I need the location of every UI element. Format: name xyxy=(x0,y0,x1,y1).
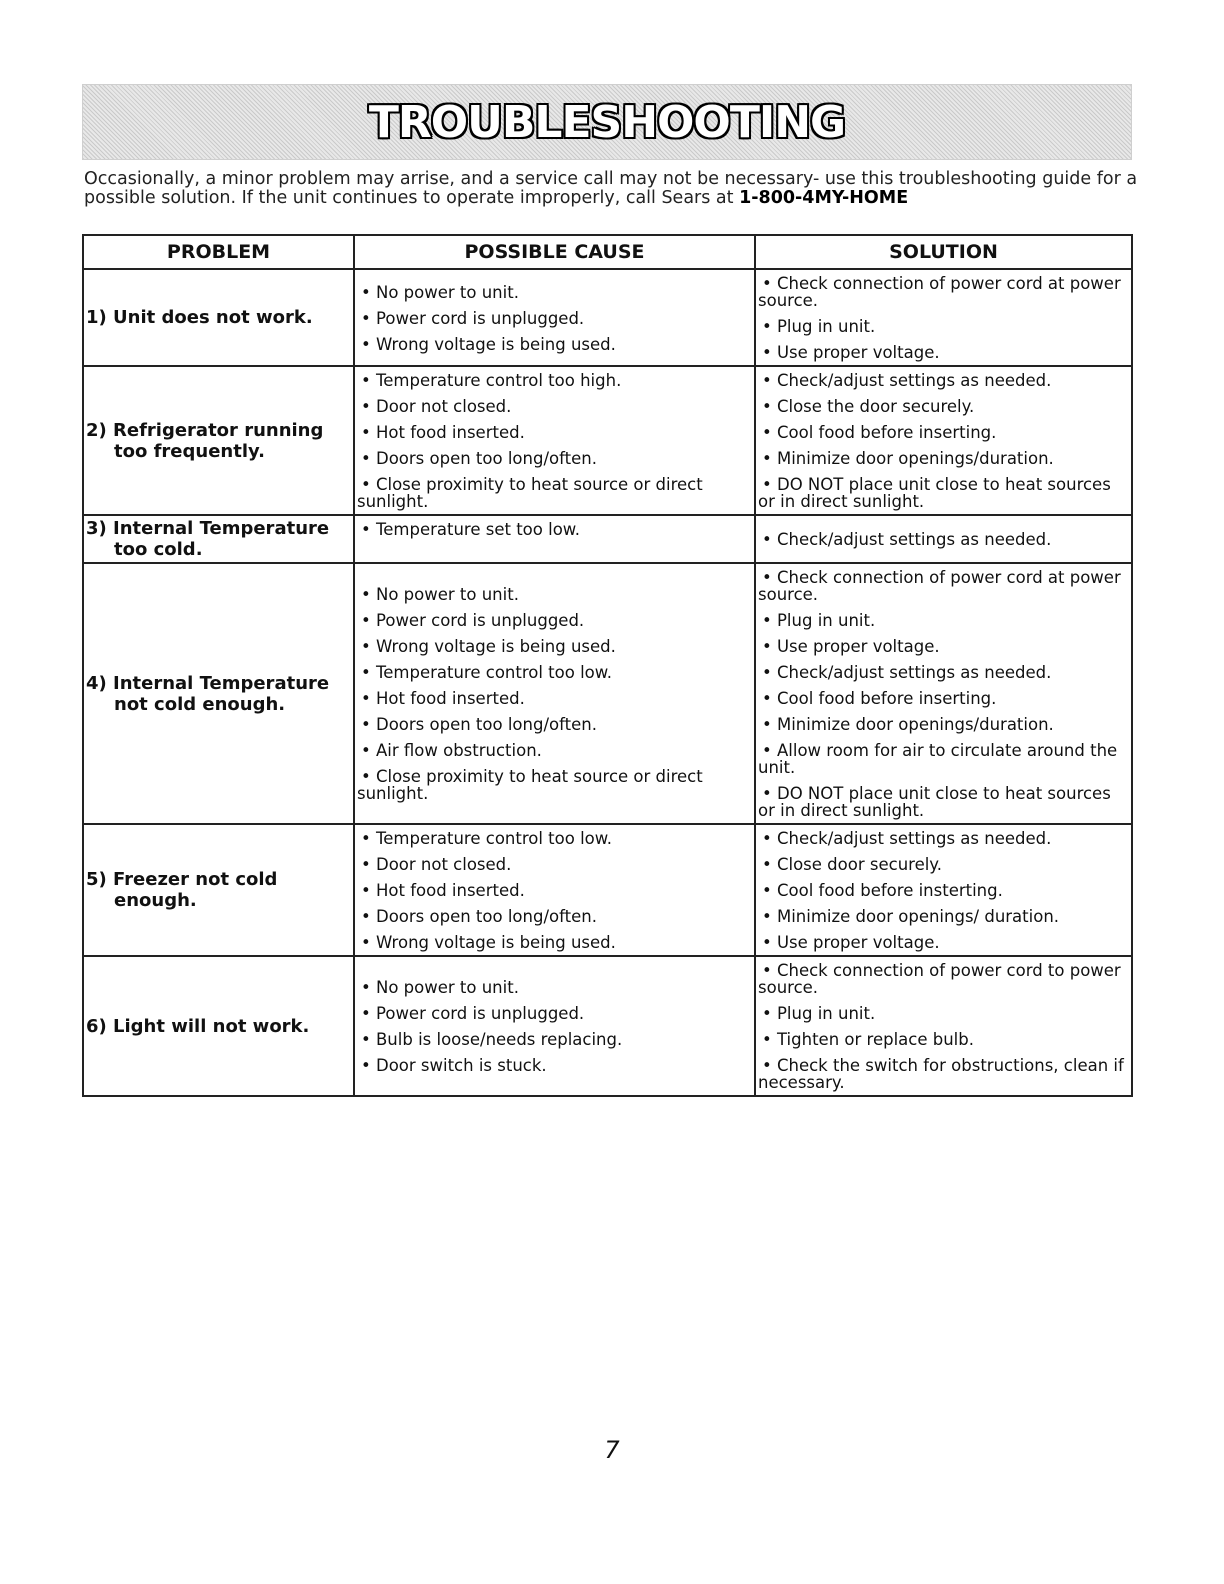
solution-item: • Plug in unit. xyxy=(758,607,1127,633)
cause-item: • Temperature control too high. xyxy=(357,367,750,393)
intro-text: Occasionally, a minor problem may arrise, and a service call may not be necessary- use this troubleshooting guide for a possible solution. If the unit continues to operate improperly, call Sears at xyxy=(84,169,1138,208)
header-problem: PROBLEM xyxy=(83,235,354,269)
problem-cell xyxy=(83,563,354,824)
table-row xyxy=(83,956,1132,1096)
cause-item: • Door not closed. xyxy=(357,851,750,877)
problem-label: 1) Unit does not work. xyxy=(86,307,313,328)
problem-label: 5) Freezer not cold enough. xyxy=(86,869,278,911)
solution-item: • Check/adjust settings as needed. xyxy=(758,367,1127,393)
cause-item: • Doors open too long/often. xyxy=(357,903,750,929)
table-row xyxy=(83,563,1132,824)
solution-item: • Check/adjust settings as needed. xyxy=(758,659,1127,685)
solution-item: • Check connection of power cord at power source. xyxy=(758,564,1127,607)
cause-item: • Temperature set too low. xyxy=(357,516,750,542)
solution-item: • Use proper voltage. xyxy=(758,339,1127,365)
table-row xyxy=(83,269,1132,366)
cause-cell xyxy=(354,563,755,824)
cause-item: • Power cord is unplugged. xyxy=(357,305,750,331)
cause-item: • No power to unit. xyxy=(357,974,750,1000)
header-solution: SOLUTION xyxy=(755,235,1132,269)
solution-item: • Check/adjust settings as needed. xyxy=(758,825,1127,851)
intro-paragraph xyxy=(84,170,1144,208)
solution-cell xyxy=(755,366,1132,515)
table-row xyxy=(83,366,1132,515)
table-row xyxy=(83,515,1132,563)
cause-item: • Hot food inserted. xyxy=(357,877,750,903)
solution-item: • Minimize door openings/duration. xyxy=(758,445,1127,471)
problem-label: 4) Internal Temperature not cold enough. xyxy=(86,672,330,715)
cause-cell xyxy=(354,956,755,1096)
phone-number: 1-800-4MY-HOME xyxy=(739,188,909,208)
page-title: TROUBLESHOOTING xyxy=(368,97,846,148)
solution-item: • Plug in unit. xyxy=(758,1000,1127,1026)
solution-item: • DO NOT place unit close to heat sources or in direct sunlight. xyxy=(758,471,1127,514)
cause-item: • Bulb is loose/needs replacing. xyxy=(357,1026,750,1052)
solution-item: • Minimize door openings/ duration. xyxy=(758,903,1127,929)
cause-item: • Power cord is unplugged. xyxy=(357,607,750,633)
troubleshooting-table xyxy=(82,234,1133,1097)
cause-item: • Hot food inserted. xyxy=(357,685,750,711)
table-row xyxy=(83,824,1132,956)
solution-item: • DO NOT place unit close to heat sources or in direct sunlight. xyxy=(758,780,1127,823)
title-banner xyxy=(82,84,1132,160)
solution-item: • Check/adjust settings as needed. xyxy=(758,526,1127,552)
cause-item: • Temperature control too low. xyxy=(357,659,750,685)
solution-item: • Cool food before inserting. xyxy=(758,419,1127,445)
solution-item: • Tighten or replace bulb. xyxy=(758,1026,1127,1052)
solution-item: • Use proper voltage. xyxy=(758,929,1127,955)
problem-cell xyxy=(83,269,354,366)
cause-item: • Doors open too long/often. xyxy=(357,711,750,737)
solution-item: • Cool food before insterting. xyxy=(758,877,1127,903)
cause-item: • Wrong voltage is being used. xyxy=(357,929,750,955)
solution-item: • Close door securely. xyxy=(758,851,1127,877)
cause-item: • No power to unit. xyxy=(357,279,750,305)
cause-cell xyxy=(354,269,755,366)
cause-cell xyxy=(354,515,755,563)
solution-item: • Minimize door openings/duration. xyxy=(758,711,1127,737)
problem-label: 3) Internal Temperature too cold. xyxy=(86,518,330,560)
solution-cell xyxy=(755,956,1132,1096)
cause-item: • Wrong voltage is being used. xyxy=(357,331,750,357)
solution-cell xyxy=(755,563,1132,824)
solution-item: • Cool food before inserting. xyxy=(758,685,1127,711)
cause-item: • Doors open too long/often. xyxy=(357,445,750,471)
cause-cell xyxy=(354,366,755,515)
cause-item: • Close proximity to heat source or direct sunlight. xyxy=(357,471,750,514)
cause-item: • Close proximity to heat source or direct sunlight. xyxy=(357,763,750,806)
cause-item: • Hot food inserted. xyxy=(357,419,750,445)
solution-item: • Plug in unit. xyxy=(758,313,1127,339)
header-possible-cause: POSSIBLE CAUSE xyxy=(354,235,755,269)
solution-item: • Check connection of power cord at power source. xyxy=(758,270,1127,313)
problem-label: 6) Light will not work. xyxy=(86,1015,310,1037)
solution-item: • Use proper voltage. xyxy=(758,633,1127,659)
solution-item: • Close the door securely. xyxy=(758,393,1127,419)
cause-item: • Power cord is unplugged. xyxy=(357,1000,750,1026)
cause-item: • Door switch is stuck. xyxy=(357,1052,750,1078)
cause-cell xyxy=(354,824,755,956)
problem-cell xyxy=(83,515,354,563)
problem-cell xyxy=(83,824,354,956)
problem-cell xyxy=(83,956,354,1096)
solution-cell xyxy=(755,824,1132,956)
cause-item: • Door not closed. xyxy=(357,393,750,419)
solution-item: • Check connection of power cord to power source. xyxy=(758,957,1127,1000)
solution-cell xyxy=(755,269,1132,366)
solution-item: • Allow room for air to circulate around the unit. xyxy=(758,737,1127,780)
cause-item: • Temperature control too low. xyxy=(357,825,750,851)
solution-cell xyxy=(755,515,1132,563)
problem-label: 2) Refrigerator running too frequently. xyxy=(86,419,324,462)
table-header-row xyxy=(83,235,1132,269)
cause-item: • Air flow obstruction. xyxy=(357,737,750,763)
problem-cell xyxy=(83,366,354,515)
cause-item: • Wrong voltage is being used. xyxy=(357,633,750,659)
cause-item: • No power to unit. xyxy=(357,581,750,607)
solution-item: • Check the switch for obstructions, clean if necessary. xyxy=(758,1052,1127,1095)
page-number: 7 xyxy=(604,1436,620,1464)
